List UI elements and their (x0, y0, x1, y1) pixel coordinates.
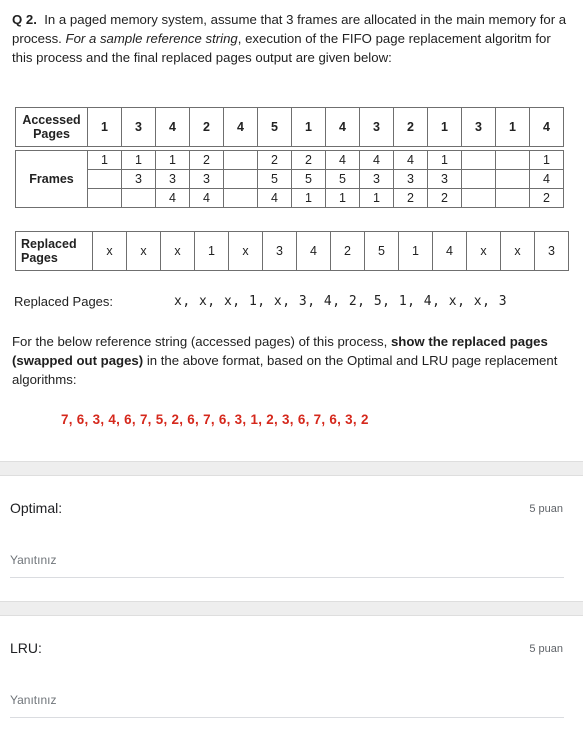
frame-cell: 4 (326, 151, 360, 170)
accessed-page-cell: 1 (292, 108, 326, 147)
question-p1: In a paged memory system, assume that 3 frames are allocated in the main memory for a process. (12, 12, 567, 46)
optimal-title: Optimal: (10, 500, 63, 516)
accessed-pages-header (16, 108, 88, 147)
frame-cell: 2 (394, 189, 428, 208)
frame-cell (462, 170, 496, 189)
accessed-page-cell: 4 (156, 108, 190, 147)
instr-end: in the above format, based on the Optimal and LRU page replacement algorithms: (12, 353, 558, 387)
frames-row-2 (16, 189, 564, 208)
lru-answer-input[interactable] (10, 687, 564, 718)
frame-cell: 4 (156, 189, 190, 208)
frame-cell: 1 (88, 151, 122, 170)
frame-cell: 2 (258, 151, 292, 170)
frames-row-1 (16, 170, 564, 189)
reference-string: 7, 6, 3, 4, 6, 7, 5, 2, 6, 7, 6, 3, 1, 2, 3, 6, 7, 6, 3, 2 (61, 412, 369, 427)
replaced-pages-header (16, 232, 93, 271)
accessed-page-cell: 2 (394, 108, 428, 147)
optimal-points: 5 puan (529, 503, 563, 515)
frame-cell: 3 (156, 170, 190, 189)
section-divider (0, 601, 583, 616)
accessed-page-cell: 1 (88, 108, 122, 147)
replaced-pages-values: x, x, x, 1, x, 3, 4, 2, 5, 1, 4, x, x, 3 (174, 294, 508, 309)
frame-cell: 5 (326, 170, 360, 189)
replaced-page-cell: 5 (365, 232, 399, 271)
replaced-page-cell: x (229, 232, 263, 271)
replaced-page-cell: 1 (399, 232, 433, 271)
frame-cell: 2 (292, 151, 326, 170)
frame-cell: 4 (394, 151, 428, 170)
frame-cell (496, 151, 530, 170)
section-divider (0, 461, 583, 476)
frame-cell: 1 (428, 151, 462, 170)
frame-cell: 3 (190, 170, 224, 189)
replaced-page-cell: x (467, 232, 501, 271)
question-text (12, 10, 574, 67)
frame-cell: 4 (258, 189, 292, 208)
frame-cell: 4 (530, 170, 564, 189)
accessed-row (16, 108, 564, 147)
accessed-page-cell: 4 (326, 108, 360, 147)
frame-cell: 1 (156, 151, 190, 170)
frame-cell: 3 (394, 170, 428, 189)
frame-cell: 1 (292, 189, 326, 208)
frame-cell: 1 (360, 189, 394, 208)
replaced-header-line1: Replaced (21, 237, 77, 251)
replaced-header-line2: Pages (21, 251, 58, 265)
lru-points: 5 puan (529, 643, 563, 655)
replaced-pages-label: Replaced Pages: (14, 294, 114, 309)
question-p1-end: , execution of the FIFO page replacement algoritm for this process and the final replaced pages output are given below: (12, 31, 551, 65)
accessed-header-line2: Pages (33, 127, 70, 141)
frame-cell (224, 151, 258, 170)
frames-row-0 (16, 151, 564, 170)
frame-cell (496, 189, 530, 208)
frame-cell (462, 151, 496, 170)
accessed-page-cell: 4 (530, 108, 564, 147)
accessed-page-cell: 1 (428, 108, 462, 147)
replaced-page-cell: 3 (535, 232, 569, 271)
frames-table (15, 150, 564, 208)
instr-start: For the below reference string (accessed pages) of this process, (12, 334, 388, 349)
frame-cell: 2 (190, 151, 224, 170)
frame-cell: 5 (292, 170, 326, 189)
question-label: Q 2. (12, 12, 37, 27)
replaced-table (15, 231, 569, 271)
accessed-page-cell: 4 (224, 108, 258, 147)
frame-cell: 2 (428, 189, 462, 208)
frame-cell: 3 (360, 170, 394, 189)
lru-title: LRU: (10, 640, 42, 656)
replaced-page-cell: 1 (195, 232, 229, 271)
frame-cell: 3 (428, 170, 462, 189)
question-instructions (12, 332, 574, 389)
frame-cell: 1 (122, 151, 156, 170)
accessed-pages-table (15, 107, 564, 147)
frame-cell (496, 170, 530, 189)
optimal-answer-input[interactable] (10, 547, 564, 578)
frame-cell: 2 (530, 189, 564, 208)
frame-cell: 4 (360, 151, 394, 170)
frame-cell: 4 (190, 189, 224, 208)
accessed-page-cell: 3 (122, 108, 156, 147)
accessed-page-cell: 1 (496, 108, 530, 147)
frame-cell (88, 170, 122, 189)
accessed-page-cell: 3 (462, 108, 496, 147)
replaced-page-cell: x (127, 232, 161, 271)
question-p1-italic: For a sample reference string (65, 31, 238, 46)
replaced-page-cell: 3 (263, 232, 297, 271)
replaced-page-cell: 4 (433, 232, 467, 271)
instr-bold: show the replaced pages (swapped out pages) (12, 334, 548, 368)
frame-cell (462, 189, 496, 208)
replaced-page-cell: 2 (331, 232, 365, 271)
accessed-page-cell: 2 (190, 108, 224, 147)
replaced-row (16, 232, 569, 271)
accessed-page-cell: 5 (258, 108, 292, 147)
frame-cell: 3 (122, 170, 156, 189)
replaced-page-cell: x (93, 232, 127, 271)
replaced-page-cell: 4 (297, 232, 331, 271)
replaced-page-cell: x (161, 232, 195, 271)
frame-cell (88, 189, 122, 208)
accessed-header-line1: Accessed (22, 113, 81, 127)
accessed-page-cell: 3 (360, 108, 394, 147)
frame-cell: 1 (326, 189, 360, 208)
replaced-page-cell: x (501, 232, 535, 271)
frame-cell (224, 170, 258, 189)
frame-cell (122, 189, 156, 208)
frame-cell: 1 (530, 151, 564, 170)
frame-cell: 5 (258, 170, 292, 189)
frame-cell (224, 189, 258, 208)
frames-header: Frames (16, 151, 88, 208)
